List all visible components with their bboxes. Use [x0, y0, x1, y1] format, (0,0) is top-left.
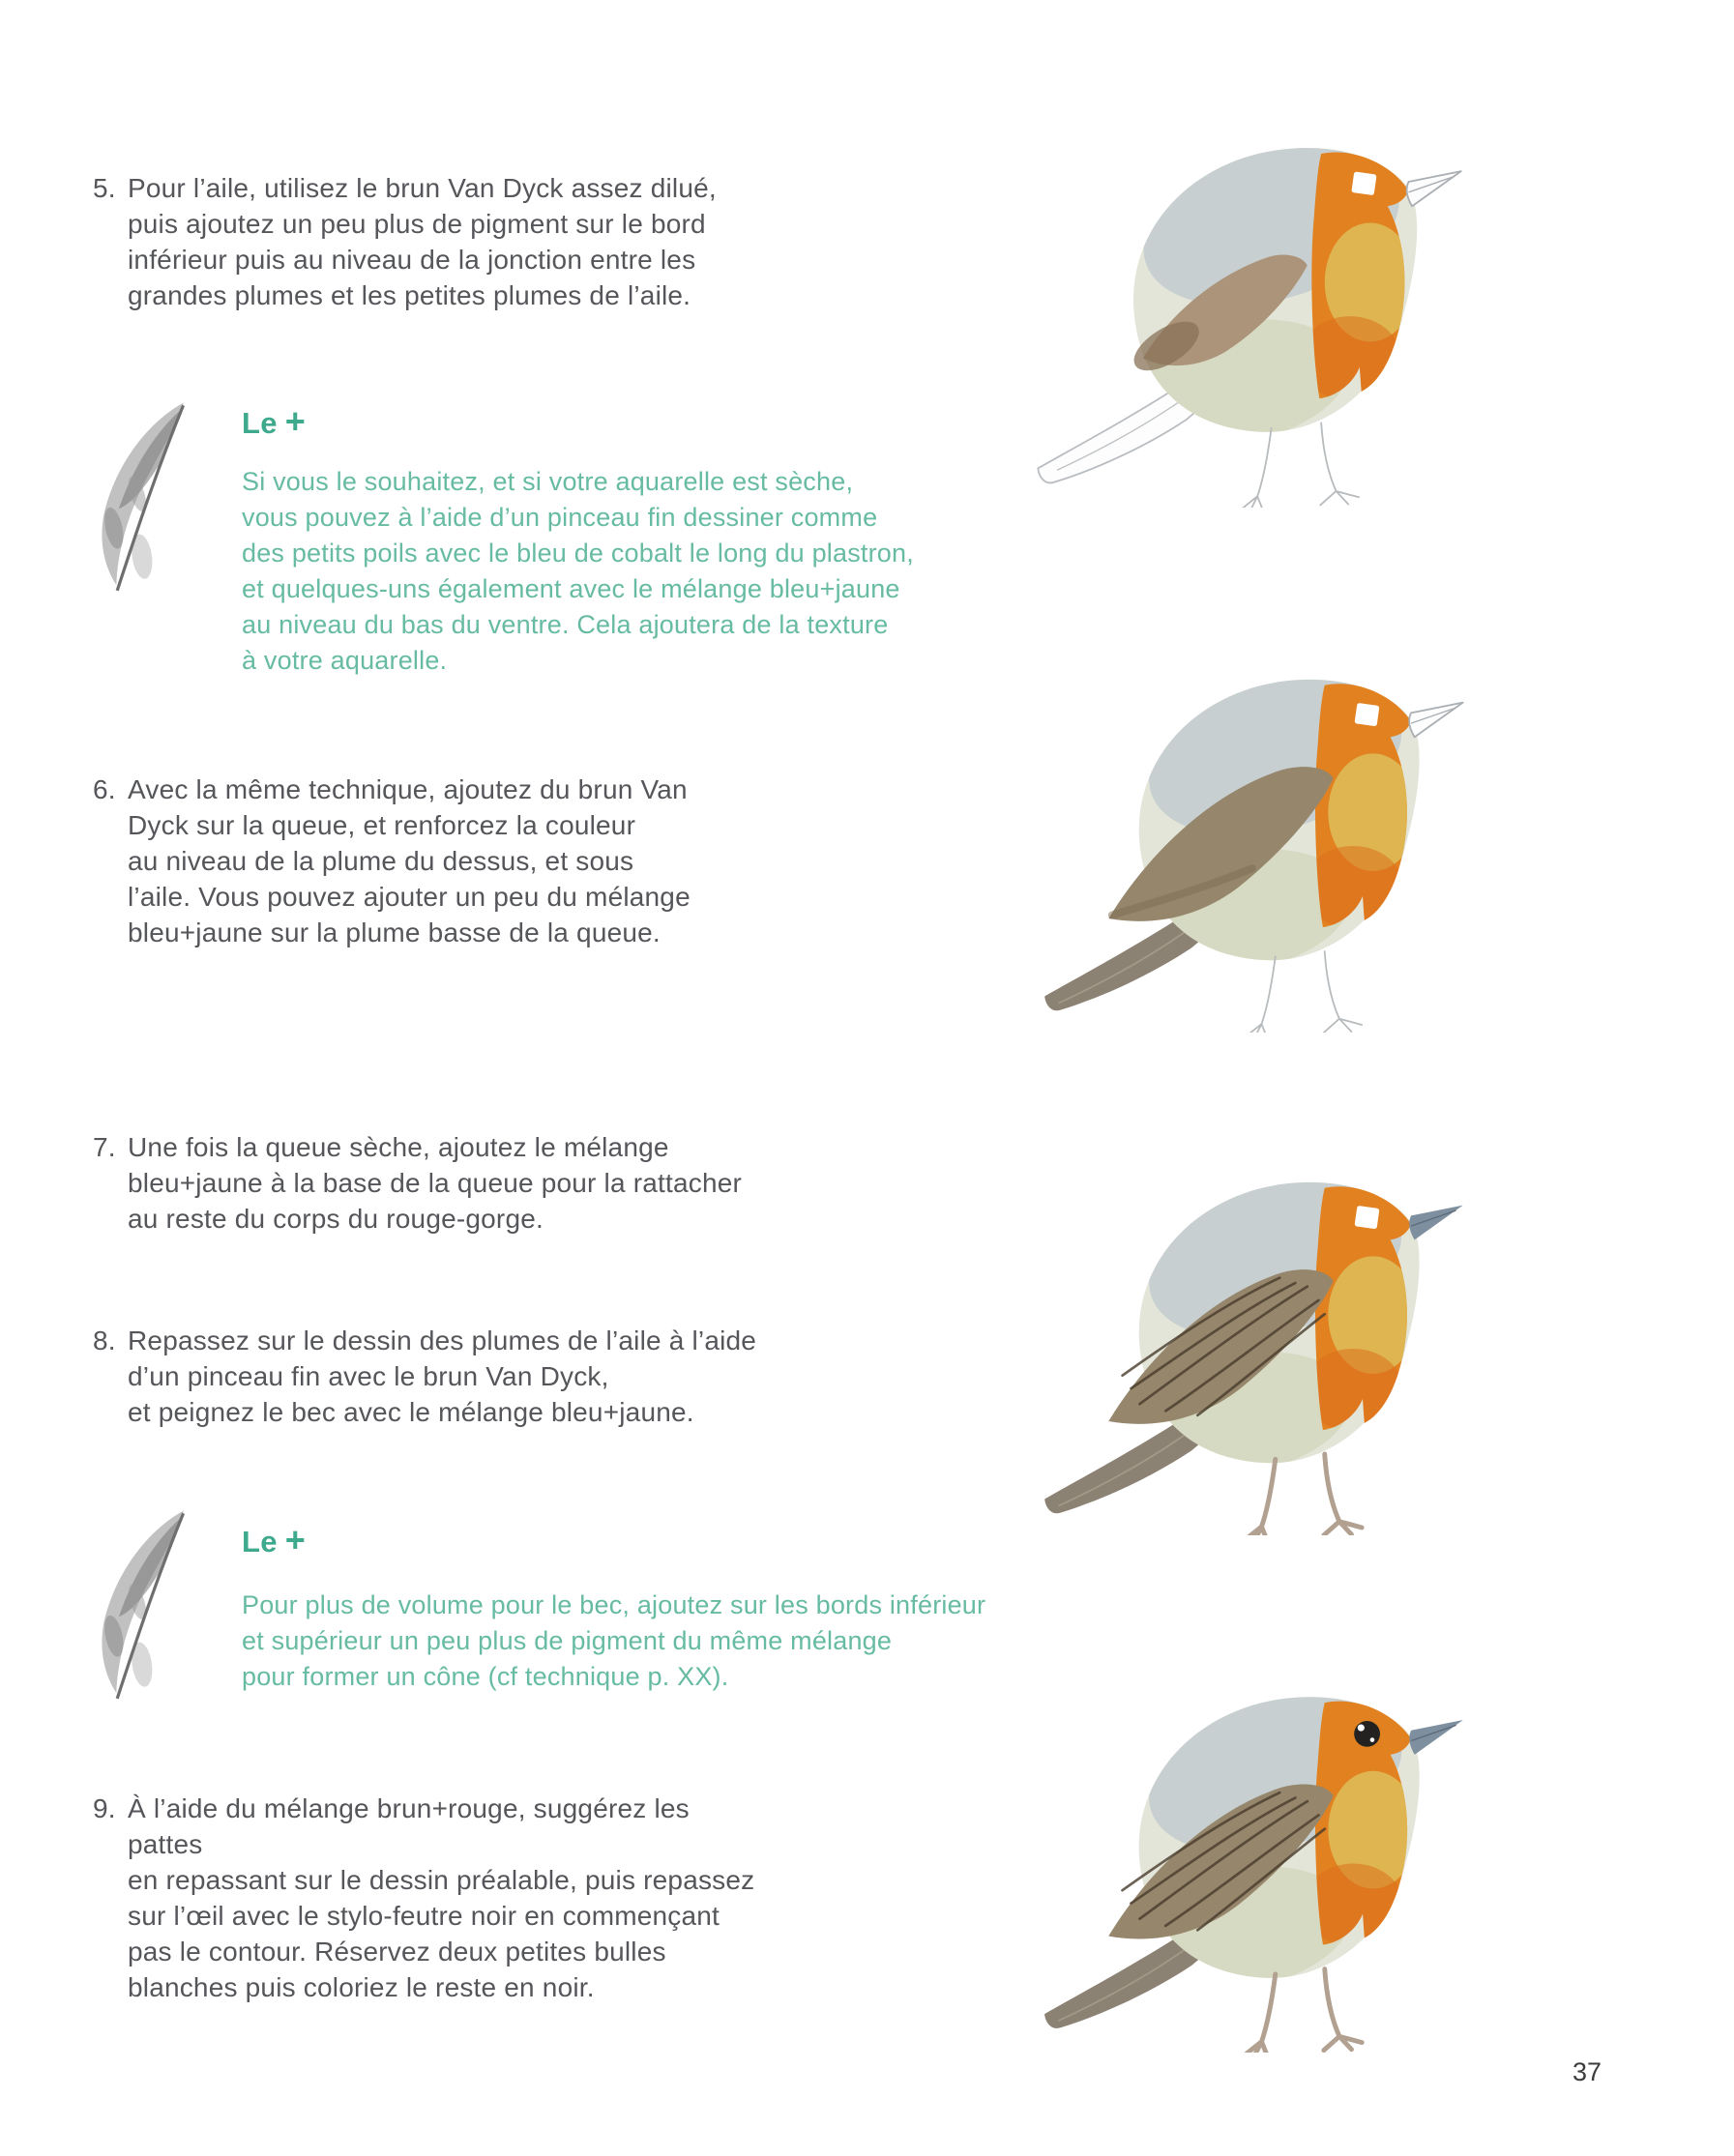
step-text — [128, 772, 770, 950]
step-text-line: et peignez le bec avec le mélange bleu+jaune. — [128, 1397, 694, 1427]
step-number: 9. — [93, 1793, 116, 1823]
tip-text-line: au niveau du bas du ventre. Cela ajoutera de la texture — [242, 610, 889, 639]
step-text-line: Avec la même technique, ajoutez du brun Van — [128, 774, 688, 804]
step-text — [128, 1129, 770, 1237]
robin-watercolor-stage-7-8 — [1020, 1129, 1470, 1535]
tip-text-line: Pour plus de volume pour le bec, ajoutez sur les bords inférieur — [242, 1590, 986, 1619]
step-number: 8. — [93, 1326, 116, 1355]
page-number: 37 — [1572, 2057, 1602, 2086]
step-text — [128, 1323, 770, 1430]
tip-text-line: pour former un cône (cf technique p. XX). — [242, 1662, 729, 1691]
step-item-8 — [93, 1323, 770, 1430]
step-number: 7. — [93, 1132, 116, 1162]
robin-watercolor-stage-5 — [1014, 92, 1468, 508]
step-text-line: grandes plumes et les petites plumes de l’aile. — [128, 280, 691, 310]
step-text-line: Pour l’aile, utilisez le brun Van Dyck assez dilué, — [128, 173, 717, 203]
feather-sketch-icon — [89, 389, 217, 599]
step-text-line: pas le contour. Réservez deux petites bulles — [128, 1937, 666, 1967]
plus-icon: + — [284, 401, 307, 441]
tip-text-line: Si vous le souhaitez, et si votre aquarelle est sèche, — [242, 467, 854, 496]
step-text-line: sur l’œil avec le stylo-feutre noir en commençant — [128, 1901, 720, 1931]
tip-text-line: des petits poils avec le bleu de cobalt le long du plastron, — [242, 539, 914, 568]
step-text-line: d’un pinceau fin avec le brun Van Dyck, — [128, 1361, 609, 1391]
tip-text — [242, 464, 1015, 679]
tip-heading — [242, 1520, 306, 1560]
tip-text-line: à votre aquarelle. — [242, 646, 448, 675]
robin-watercolor-stage-9 — [1020, 1642, 1470, 2053]
step-text — [128, 170, 770, 313]
step-text-line: Dyck sur la queue, et renforcez la couleur — [128, 810, 636, 840]
step-text-line: Une fois la queue sèche, ajoutez le mélange — [128, 1132, 669, 1162]
step-text-line: l’aile. Vous pouvez ajouter un peu du mélange — [128, 882, 691, 912]
tip-text-line: vous pouvez à l’aide d’un pinceau fin dessiner comme — [242, 503, 878, 532]
step-text-line: bleu+jaune à la base de la queue pour la rattacher — [128, 1168, 743, 1198]
step-text-line: bleu+jaune sur la plume basse de la queue. — [128, 918, 661, 947]
step-item-9 — [93, 1791, 770, 2005]
plus-icon: + — [284, 1520, 307, 1559]
step-text-line: au niveau de la plume du dessus, et sous — [128, 846, 634, 876]
tip-heading — [242, 401, 306, 442]
step-number: 6. — [93, 774, 116, 804]
tip-heading-le: Le — [242, 406, 278, 440]
step-text-line: puis ajoutez un peu plus de pigment sur le bord — [128, 209, 706, 239]
step-text-line: blanches puis coloriez le reste en noir. — [128, 1972, 595, 2002]
tip-text — [242, 1588, 1015, 1695]
step-text-line: inférieur puis au niveau de la jonction entre les — [128, 245, 696, 275]
step-text-line: en repassant sur le dessin préalable, puis repassez — [128, 1865, 755, 1895]
step-item-5 — [93, 170, 770, 313]
robin-watercolor-stage-6 — [1020, 626, 1470, 1033]
tip-heading-le: Le — [242, 1525, 278, 1559]
tip-text-line: et quelques-uns également avec le mélange bleu+jaune — [242, 574, 900, 603]
step-item-6 — [93, 772, 770, 950]
step-text — [128, 1791, 770, 2005]
tip-text-line: et supérieur un peu plus de pigment du même mélange — [242, 1626, 893, 1655]
step-number: 5. — [93, 173, 116, 203]
feather-sketch-icon — [89, 1497, 217, 1707]
step-text-line: Repassez sur le dessin des plumes de l’aile à l’aide — [128, 1326, 757, 1355]
step-item-7 — [93, 1129, 770, 1237]
step-text-line: au reste du corps du rouge-gorge. — [128, 1204, 544, 1234]
step-text-line: À l’aide du mélange brun+rouge, suggérez les pattes — [128, 1793, 690, 1859]
